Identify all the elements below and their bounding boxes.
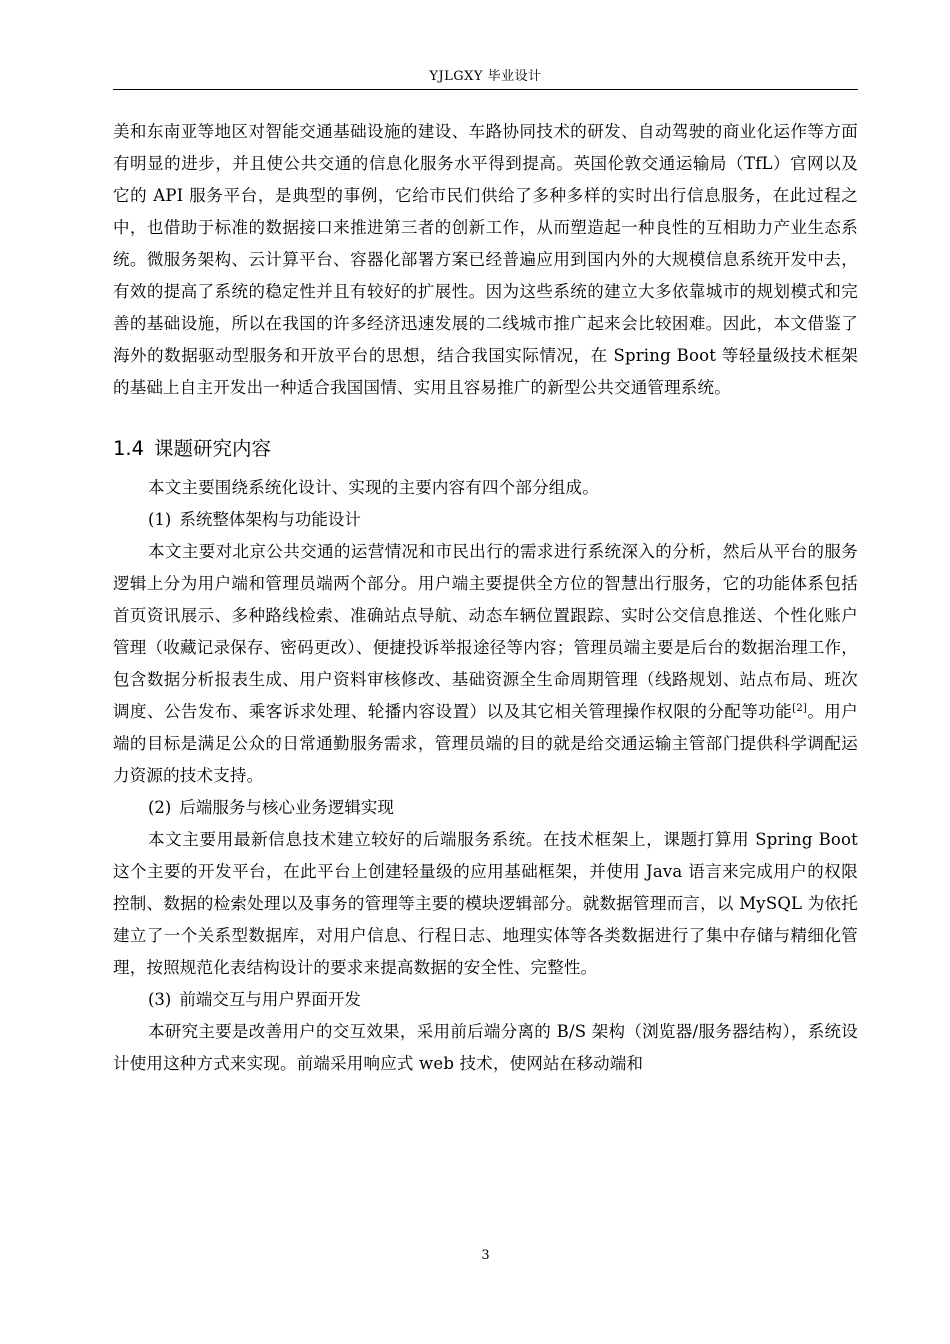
subheading-title: 前端交互与用户界面开发 [179, 990, 361, 1009]
subheading-number: (1) [148, 510, 172, 529]
section-number: 1.4 [113, 437, 145, 460]
paragraph-overseas-research: 美和东南亚等地区对智能交通基础设施的建设、车路协同技术的研发、自动驾驶的商业化运作等方面有明显的进步，并且使公共交通的信息化服务水平得到提高。英国伦敦交通运输局（TfL）官网以及它的 API 服务平台，是典型的事例，它给市民们供给了多种多样的实时出行信息服务，在此过程之中，也借助于标准的数据接口来推进第三者的创新工作，从而塑造起一种良性的互相助力产业生态系统。微服务架构、云计算平台、容器化部署方案已经普遍应用到国内外的大规模信息系统开发中去，有效的提高了系统的稳定性并且有较好的扩展性。因为这些系统的建立大多依靠城市的规划模式和完善的基础设施，所以在我国的许多经济迅速发展的二线城市推广起来会比较困难。因此，本文借鉴了海外的数据驱动型服务和开放平台的思想，结合我国实际情况，在 Spring Boot 等轻量级技术框架的基础上自主开发出一种适合我国国情、实用且容易推广的新型公共交通管理系统。 [113, 122, 858, 397]
subheading-title: 后端服务与核心业务逻辑实现 [179, 798, 394, 817]
page-body [113, 116, 858, 1080]
subheading-title: 系统整体架构与功能设计 [179, 510, 361, 529]
section-heading [113, 432, 858, 466]
running-header: YJLGXY 毕业设计 [429, 69, 542, 84]
subheading-number: (2) [148, 798, 172, 817]
paragraph-frontend: 本研究主要是改善用户的交互效果，采用前后端分离的 B/S 架构（浏览器/服务器结构），系统设计使用这种方式来实现。前端采用响应式 web 技术，使网站在移动端和 [113, 1022, 858, 1073]
subheading-architecture [113, 504, 858, 536]
section-title: 课题研究内容 [154, 437, 272, 460]
paragraph-architecture [113, 536, 858, 792]
page-number: 3 [481, 1248, 490, 1263]
paragraph-backend: 本文主要用最新信息技术建立较好的后端服务系统。在技术框架上，课题打算用 Spring Boot 这个主要的开发平台，在此平台上创建轻量级的应用基础框架，并使用 Java 语言来完成用户的权限控制、数据的检索处理以及事务的管理等主要的模块逻辑部分。就数据管理而言，以 MySQL 为依托建立了一个关系型数据库，对用户信息、行程日志、地理实体等各类数据进行了集中存储与精细化管理，按照规范化表结构设计的要求来提高数据的安全性、完整性。 [113, 830, 858, 977]
paragraph-architecture-tail: 。用户端的目标是满足公众的日常通勤服务需求，管理员端的目的就是给交通运输主管部门提供科学调配运力资源的技术支持。 [113, 702, 858, 785]
paragraph-intro: 本文主要围绕系统化设计、实现的主要内容有四个部分组成。 [148, 478, 599, 497]
paragraph-architecture-text: 本文主要对北京公共交通的运营情况和市民出行的需求进行系统深入的分析，然后从平台的服务逻辑上分为用户端和管理员端两个部分。用户端主要提供全方位的智慧出行服务，它的功能体系包括首页资讯展示、多种路线检索、准确站点导航、动态车辆位置跟踪、实时公交信息推送、个性化账户管理（收藏记录保存、密码更改）、便捷投诉举报途径等内容；管理员端主要是后台的数据治理工作，包含数据分析报表生成、用户资料审核修改、基础资源全生命周期管理（线路规划、站点布局、班次调度、公告发布、乘客诉求处理、轮播内容设置）以及其它相关管理操作权限的分配等功能 [113, 542, 858, 721]
subheading-backend [113, 792, 858, 824]
subheading-number: (3) [148, 990, 172, 1009]
subheading-frontend [113, 984, 858, 1016]
header-rule [113, 89, 858, 90]
citation-marker[interactable]: [2] [792, 703, 808, 714]
